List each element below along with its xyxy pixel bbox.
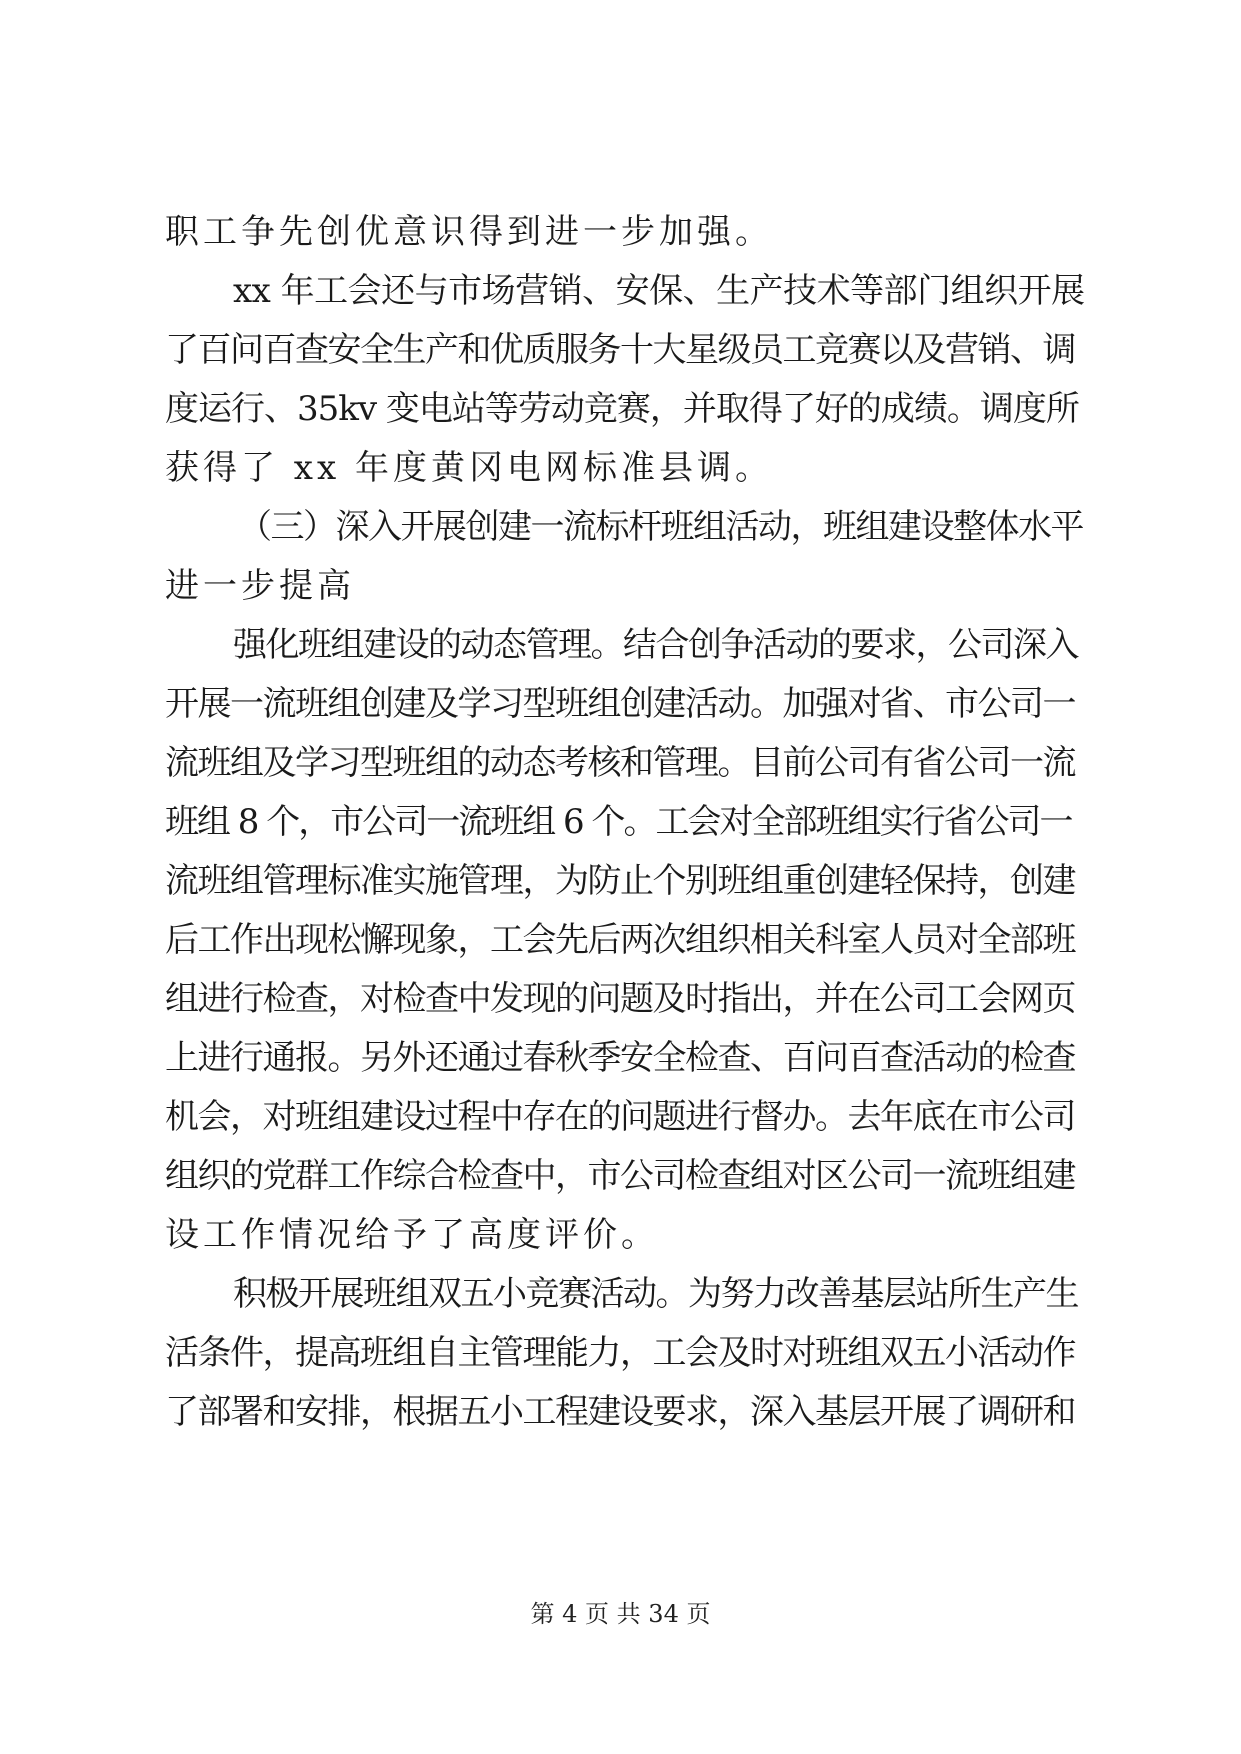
text-line: 组织的党群工作综合检查中，市公司检查组对区公司一流班组建 bbox=[165, 1156, 1075, 1196]
text-line: 获得了 xx 年度黄冈电网标准县调。 bbox=[165, 448, 773, 488]
text-line: 度运行、35kv 变电站等劳动竞赛，并取得了好的成绩。调度所 bbox=[165, 389, 1079, 429]
text-line: 设工作情况给予了高度评价。 bbox=[165, 1215, 659, 1255]
text-line: 职工争先创优意识得到进一步加强。 bbox=[165, 212, 773, 252]
text-line: 班组 8 个，市公司一流班组 6 个。工会对全部班组实行省公司一 bbox=[165, 802, 1072, 842]
text-line: 上进行通报。另外还通过春秋季安全检查、百问百查活动的检查 bbox=[165, 1038, 1075, 1078]
section-heading-continuation: 进一步提高 bbox=[165, 566, 355, 606]
text-line: 了部署和安排，根据五小工程建设要求，深入基层开展了调研和 bbox=[165, 1392, 1075, 1432]
text-line: 组进行检查，对检查中发现的问题及时指出，并在公司工会网页 bbox=[165, 979, 1075, 1019]
text-line: 了百问百查安全生产和优质服务十大星级员工竞赛以及营销、调 bbox=[165, 330, 1075, 370]
text-line: 积极开展班组双五小竞赛活动。为努力改善基层站所生产生 bbox=[233, 1274, 1078, 1314]
text-line: 后工作出现松懈现象，工会先后两次组织相关科室人员对全部班 bbox=[165, 920, 1075, 960]
text-line: 流班组管理标准实施管理，为防止个别班组重创建轻保持，创建 bbox=[165, 861, 1075, 901]
text-line: 活条件，提高班组自主管理能力，工会及时对班组双五小活动作 bbox=[165, 1333, 1075, 1373]
text-line: 开展一流班组创建及学习型班组创建活动。加强对省、市公司一 bbox=[165, 684, 1075, 724]
section-heading: （三）深入开展创建一流标杆班组活动，班组建设整体水平 bbox=[238, 507, 1083, 547]
text-line: 强化班组建设的动态管理。结合创争活动的要求，公司深入 bbox=[233, 625, 1078, 665]
text-line: 机会，对班组建设过程中存在的问题进行督办。去年底在市公司 bbox=[165, 1097, 1075, 1137]
text-line: 流班组及学习型班组的动态考核和管理。目前公司有省公司一流 bbox=[165, 743, 1075, 783]
page-footer: 第 4 页 共 34 页 bbox=[530, 1600, 711, 1628]
text-line: xx 年工会还与市场营销、安保、生产技术等部门组织开展 bbox=[233, 271, 1085, 311]
